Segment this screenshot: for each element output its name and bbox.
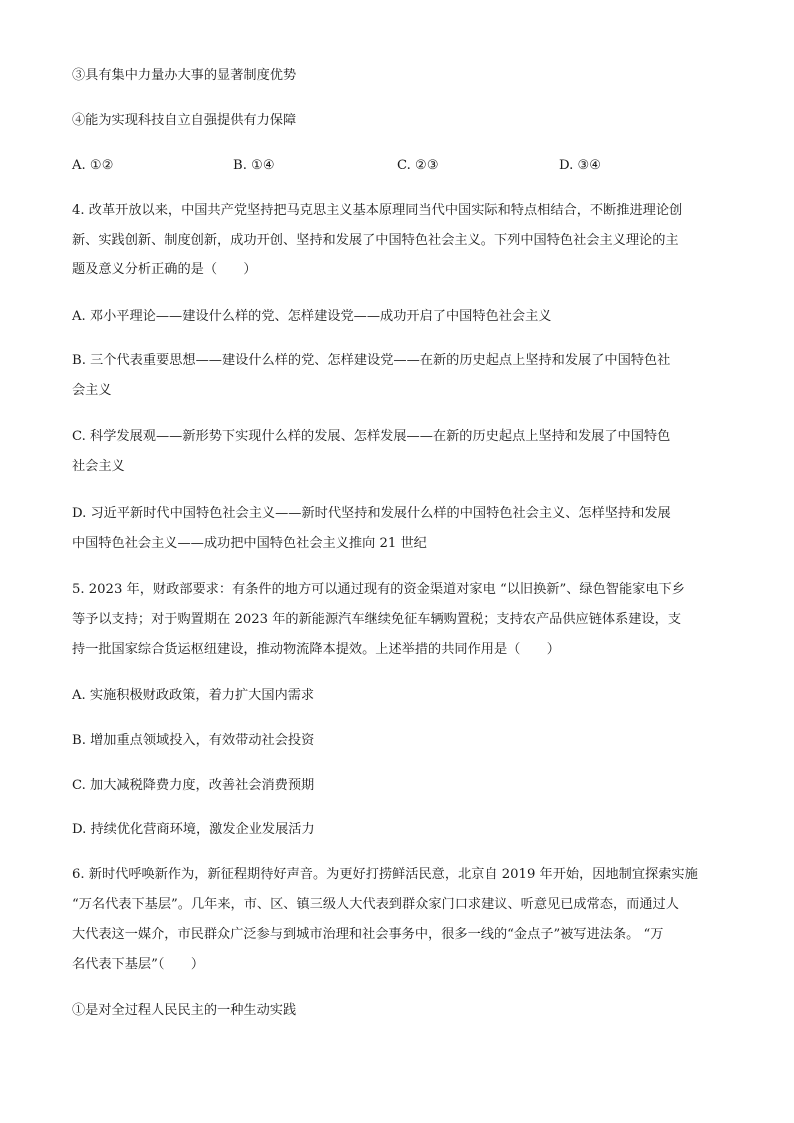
q5-stem-line-3: 持一批国家综合货运枢纽建设，推动物流降本提效。上述举措的共同作用是（ ） [72,642,560,657]
q3-options [72,156,722,176]
q4-stem-line-3: 题及意义分析正确的是（ ） [72,262,257,277]
q5-stem-line-1: 5. 2023 年，财政部要求：有条件的地方可以通过现有的资金渠道对家电 “以旧换新”、绿色智能家电下乡 [72,582,685,597]
q6-stem-line-4: 名代表下基层”（ ） [72,957,205,972]
q3-statement-3: ③具有集中力量办大事的显著制度优势 [72,68,297,83]
q4-stem-line-1: 4. 改革开放以来，中国共产党坚持把马克思主义基本原理同当代中国实际和特点相结合，不断推进理论创 [72,203,683,218]
q6-stem-line-1: 6. 新时代呼唤新作为，新征程期待好声音。为更好打捞鲜活民意，北京自 2019 年开始，因地制宜探索实施 [72,867,698,882]
q6-stem-line-3: 大代表这一媒介，市民群众广泛参与到城市治理和社会事务中，很多一线的“金点子”被写进法条。 “万 [72,927,664,942]
q4-stem-line-2: 新、实践创新、制度创新，成功开创、坚持和发展了中国特色社会主义。下列中国特色社会主义理论的主 [72,233,679,248]
q3-option-a: A. ①② [72,158,114,173]
q4-option-b-line-2: 会主义 [72,383,112,398]
q5-stem-line-2: 等予以支持；对于购置期在 2023 年的新能源汽车继续免征车辆购置税；支持农产品供应链体系建设，支 [72,612,682,627]
q3-option-d: D. ③④ [559,158,602,173]
q4-option-c-line-1: C. 科学发展观——新形势下实现什么样的发展、怎样发展——在新的历史起点上坚持和发展了中国特色 [72,429,671,444]
q4-option-d-line-1: D. 习近平新时代中国特色社会主义——新时代坚持和发展什么样的中国特色社会主义、怎样坚持和发展 [72,506,671,521]
q5-option-c: C. 加大减税降费力度，改善社会消费预期 [72,778,315,793]
q6-stem-line-2: “万名代表下基层”。几年来，市、区、镇三级人大代表到群众家门口求建议、听意见已成常态，而通过人 [72,897,679,912]
q5-option-b: B. 增加重点领域投入，有效带动社会投资 [72,733,315,748]
q4-option-d-line-2: 中国特色社会主义——成功把中国特色社会主义推向 21 世纪 [72,536,427,551]
q5-option-d: D. 持续优化营商环境，激发企业发展活力 [72,822,315,837]
q3-option-c: C. ②③ [397,158,439,173]
q3-statement-4: ④能为实现科技自立自强提供有力保障 [72,113,297,128]
q4-option-b-line-1: B. 三个代表重要思想——建设什么样的党、怎样建设党——在新的历史起点上坚持和发展了中国特色社 [72,353,671,368]
q6-statement-1: ①是对全过程人民民主的一种生动实践 [72,1003,297,1018]
q4-option-a: A. 邓小平理论——建设什么样的党、怎样建设党——成功开启了中国特色社会主义 [72,309,552,324]
q4-option-c-line-2: 社会主义 [72,459,125,474]
q3-option-b: B. ①④ [233,158,275,173]
q5-option-a: A. 实施积极财政政策，着力扩大国内需求 [72,688,315,703]
